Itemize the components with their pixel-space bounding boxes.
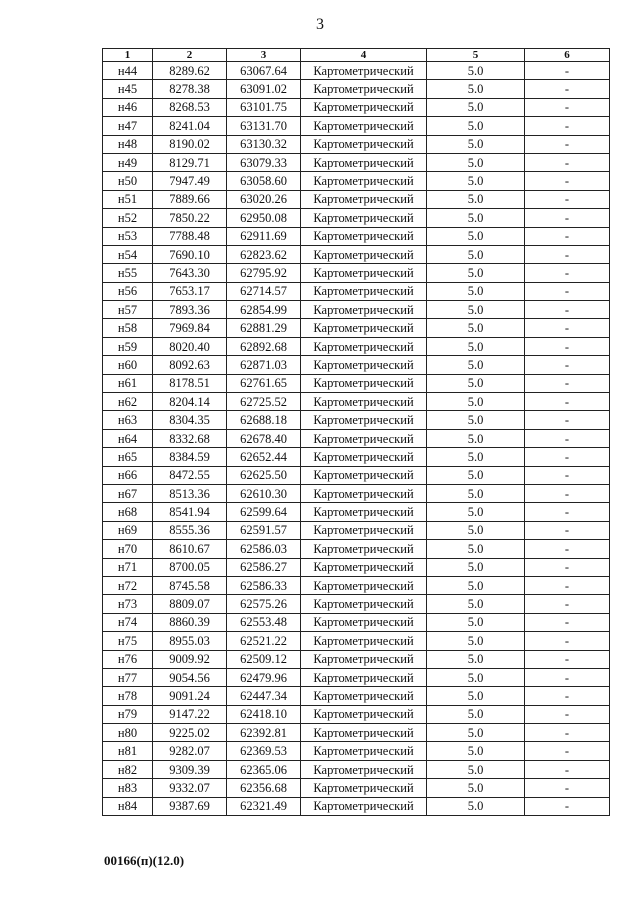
table-row xyxy=(103,319,610,337)
accuracy-cell: 5.0 xyxy=(427,724,525,742)
note-cell: - xyxy=(525,356,610,374)
table-row xyxy=(103,393,610,411)
note-cell: - xyxy=(525,264,610,282)
point-id-cell: н79 xyxy=(103,705,153,723)
method-cell: Картометрический xyxy=(301,80,427,98)
x-coordinate-cell: 7643.30 xyxy=(153,264,227,282)
x-coordinate-cell: 8278.38 xyxy=(153,80,227,98)
method-cell: Картометрический xyxy=(301,503,427,521)
table-row xyxy=(103,576,610,594)
y-coordinate-cell: 62586.27 xyxy=(227,558,301,576)
y-coordinate-cell: 62479.96 xyxy=(227,668,301,686)
accuracy-cell: 5.0 xyxy=(427,245,525,263)
note-cell: - xyxy=(525,558,610,576)
method-cell: Картометрический xyxy=(301,632,427,650)
method-cell: Картометрический xyxy=(301,742,427,760)
note-cell: - xyxy=(525,411,610,429)
method-cell: Картометрический xyxy=(301,264,427,282)
method-cell: Картометрический xyxy=(301,62,427,80)
point-id-cell: н76 xyxy=(103,650,153,668)
x-coordinate-cell: 7653.17 xyxy=(153,282,227,300)
accuracy-cell: 5.0 xyxy=(427,80,525,98)
x-coordinate-cell: 9309.39 xyxy=(153,760,227,778)
y-coordinate-cell: 62321.49 xyxy=(227,797,301,815)
note-cell: - xyxy=(525,540,610,558)
x-coordinate-cell: 7889.66 xyxy=(153,190,227,208)
y-coordinate-cell: 62950.08 xyxy=(227,209,301,227)
note-cell: - xyxy=(525,576,610,594)
point-id-cell: н55 xyxy=(103,264,153,282)
point-id-cell: н81 xyxy=(103,742,153,760)
note-cell: - xyxy=(525,319,610,337)
table-row xyxy=(103,705,610,723)
y-coordinate-cell: 62823.62 xyxy=(227,245,301,263)
y-coordinate-cell: 62610.30 xyxy=(227,484,301,502)
y-coordinate-cell: 62356.68 xyxy=(227,779,301,797)
x-coordinate-cell: 8129.71 xyxy=(153,153,227,171)
accuracy-cell: 5.0 xyxy=(427,705,525,723)
table-row xyxy=(103,540,610,558)
accuracy-cell: 5.0 xyxy=(427,117,525,135)
accuracy-cell: 5.0 xyxy=(427,356,525,374)
note-cell: - xyxy=(525,80,610,98)
x-coordinate-cell: 8472.55 xyxy=(153,466,227,484)
point-id-cell: н44 xyxy=(103,62,153,80)
y-coordinate-cell: 62521.22 xyxy=(227,632,301,650)
method-cell: Картометрический xyxy=(301,209,427,227)
table-row xyxy=(103,632,610,650)
y-coordinate-cell: 62365.06 xyxy=(227,760,301,778)
accuracy-cell: 5.0 xyxy=(427,503,525,521)
point-id-cell: н65 xyxy=(103,448,153,466)
table-row xyxy=(103,613,610,631)
note-cell: - xyxy=(525,429,610,447)
method-cell: Картометрический xyxy=(301,466,427,484)
x-coordinate-cell: 8700.05 xyxy=(153,558,227,576)
method-cell: Картометрический xyxy=(301,540,427,558)
accuracy-cell: 5.0 xyxy=(427,521,525,539)
accuracy-cell: 5.0 xyxy=(427,613,525,631)
y-coordinate-cell: 62795.92 xyxy=(227,264,301,282)
table-row xyxy=(103,190,610,208)
table-row xyxy=(103,411,610,429)
point-id-cell: н71 xyxy=(103,558,153,576)
y-coordinate-cell: 62761.65 xyxy=(227,374,301,392)
table-row xyxy=(103,117,610,135)
y-coordinate-cell: 62725.52 xyxy=(227,393,301,411)
method-cell: Картометрический xyxy=(301,153,427,171)
point-id-cell: н77 xyxy=(103,668,153,686)
x-coordinate-cell: 7788.48 xyxy=(153,227,227,245)
point-id-cell: н51 xyxy=(103,190,153,208)
y-coordinate-cell: 63058.60 xyxy=(227,172,301,190)
note-cell: - xyxy=(525,742,610,760)
note-cell: - xyxy=(525,117,610,135)
accuracy-cell: 5.0 xyxy=(427,576,525,594)
y-coordinate-cell: 62553.48 xyxy=(227,613,301,631)
point-id-cell: н73 xyxy=(103,595,153,613)
note-cell: - xyxy=(525,705,610,723)
y-coordinate-cell: 62871.03 xyxy=(227,356,301,374)
table-row xyxy=(103,760,610,778)
note-cell: - xyxy=(525,466,610,484)
point-id-cell: н61 xyxy=(103,374,153,392)
method-cell: Картометрический xyxy=(301,779,427,797)
note-cell: - xyxy=(525,724,610,742)
point-id-cell: н80 xyxy=(103,724,153,742)
x-coordinate-cell: 7893.36 xyxy=(153,301,227,319)
x-coordinate-cell: 8610.67 xyxy=(153,540,227,558)
column-header: 6 xyxy=(525,49,610,62)
table-row xyxy=(103,337,610,355)
table-row xyxy=(103,650,610,668)
accuracy-cell: 5.0 xyxy=(427,632,525,650)
accuracy-cell: 5.0 xyxy=(427,319,525,337)
note-cell: - xyxy=(525,448,610,466)
table-row xyxy=(103,356,610,374)
table-row xyxy=(103,797,610,815)
accuracy-cell: 5.0 xyxy=(427,540,525,558)
x-coordinate-cell: 9091.24 xyxy=(153,687,227,705)
y-coordinate-cell: 63101.75 xyxy=(227,98,301,116)
x-coordinate-cell: 7690.10 xyxy=(153,245,227,263)
y-coordinate-cell: 62586.33 xyxy=(227,576,301,594)
table-row xyxy=(103,62,610,80)
accuracy-cell: 5.0 xyxy=(427,209,525,227)
table-row xyxy=(103,742,610,760)
point-id-cell: н69 xyxy=(103,521,153,539)
x-coordinate-cell: 8204.14 xyxy=(153,393,227,411)
x-coordinate-cell: 9387.69 xyxy=(153,797,227,815)
accuracy-cell: 5.0 xyxy=(427,650,525,668)
point-id-cell: н78 xyxy=(103,687,153,705)
page-number: 3 xyxy=(316,16,324,33)
note-cell: - xyxy=(525,668,610,686)
x-coordinate-cell: 9332.07 xyxy=(153,779,227,797)
note-cell: - xyxy=(525,172,610,190)
x-coordinate-cell: 8178.51 xyxy=(153,374,227,392)
point-id-cell: н82 xyxy=(103,760,153,778)
method-cell: Картометрический xyxy=(301,374,427,392)
table-row xyxy=(103,595,610,613)
accuracy-cell: 5.0 xyxy=(427,393,525,411)
table-row xyxy=(103,466,610,484)
note-cell: - xyxy=(525,227,610,245)
note-cell: - xyxy=(525,245,610,263)
table-row xyxy=(103,448,610,466)
table-body xyxy=(103,62,610,816)
accuracy-cell: 5.0 xyxy=(427,227,525,245)
table-row xyxy=(103,282,610,300)
method-cell: Картометрический xyxy=(301,705,427,723)
accuracy-cell: 5.0 xyxy=(427,687,525,705)
accuracy-cell: 5.0 xyxy=(427,429,525,447)
point-id-cell: н45 xyxy=(103,80,153,98)
y-coordinate-cell: 62369.53 xyxy=(227,742,301,760)
point-id-cell: н75 xyxy=(103,632,153,650)
table-row xyxy=(103,264,610,282)
method-cell: Картометрический xyxy=(301,227,427,245)
note-cell: - xyxy=(525,209,610,227)
point-id-cell: н46 xyxy=(103,98,153,116)
point-id-cell: н68 xyxy=(103,503,153,521)
table-row xyxy=(103,558,610,576)
accuracy-cell: 5.0 xyxy=(427,779,525,797)
accuracy-cell: 5.0 xyxy=(427,98,525,116)
point-id-cell: н63 xyxy=(103,411,153,429)
y-coordinate-cell: 63020.26 xyxy=(227,190,301,208)
accuracy-cell: 5.0 xyxy=(427,135,525,153)
method-cell: Картометрический xyxy=(301,558,427,576)
method-cell: Картометрический xyxy=(301,98,427,116)
point-id-cell: н56 xyxy=(103,282,153,300)
x-coordinate-cell: 8513.36 xyxy=(153,484,227,502)
x-coordinate-cell: 8384.59 xyxy=(153,448,227,466)
note-cell: - xyxy=(525,632,610,650)
table-header-row xyxy=(103,49,610,62)
table-row xyxy=(103,374,610,392)
note-cell: - xyxy=(525,650,610,668)
y-coordinate-cell: 62688.18 xyxy=(227,411,301,429)
point-id-cell: н67 xyxy=(103,484,153,502)
y-coordinate-cell: 62911.69 xyxy=(227,227,301,245)
x-coordinate-cell: 8289.62 xyxy=(153,62,227,80)
x-coordinate-cell: 9009.92 xyxy=(153,650,227,668)
table-row xyxy=(103,429,610,447)
method-cell: Картометрический xyxy=(301,797,427,815)
x-coordinate-cell: 8304.35 xyxy=(153,411,227,429)
method-cell: Картометрический xyxy=(301,301,427,319)
note-cell: - xyxy=(525,687,610,705)
point-id-cell: н57 xyxy=(103,301,153,319)
accuracy-cell: 5.0 xyxy=(427,742,525,760)
x-coordinate-cell: 8268.53 xyxy=(153,98,227,116)
table-row xyxy=(103,779,610,797)
table-row xyxy=(103,135,610,153)
y-coordinate-cell: 62575.26 xyxy=(227,595,301,613)
accuracy-cell: 5.0 xyxy=(427,411,525,429)
document-code: 00166(п)(12.0) xyxy=(104,853,185,868)
accuracy-cell: 5.0 xyxy=(427,301,525,319)
y-coordinate-cell: 63067.64 xyxy=(227,62,301,80)
note-cell: - xyxy=(525,153,610,171)
y-coordinate-cell: 62652.44 xyxy=(227,448,301,466)
y-coordinate-cell: 63130.32 xyxy=(227,135,301,153)
x-coordinate-cell: 7947.49 xyxy=(153,172,227,190)
table-row xyxy=(103,724,610,742)
note-cell: - xyxy=(525,797,610,815)
column-header: 3 xyxy=(227,49,301,62)
method-cell: Картометрический xyxy=(301,393,427,411)
y-coordinate-cell: 62447.34 xyxy=(227,687,301,705)
note-cell: - xyxy=(525,282,610,300)
point-id-cell: н54 xyxy=(103,245,153,263)
method-cell: Картометрический xyxy=(301,245,427,263)
accuracy-cell: 5.0 xyxy=(427,668,525,686)
x-coordinate-cell: 8745.58 xyxy=(153,576,227,594)
table-row xyxy=(103,484,610,502)
note-cell: - xyxy=(525,135,610,153)
method-cell: Картометрический xyxy=(301,172,427,190)
y-coordinate-cell: 63091.02 xyxy=(227,80,301,98)
method-cell: Картометрический xyxy=(301,687,427,705)
x-coordinate-cell: 8541.94 xyxy=(153,503,227,521)
table-row xyxy=(103,80,610,98)
y-coordinate-cell: 62392.81 xyxy=(227,724,301,742)
x-coordinate-cell: 8332.68 xyxy=(153,429,227,447)
point-id-cell: н59 xyxy=(103,337,153,355)
note-cell: - xyxy=(525,779,610,797)
y-coordinate-cell: 62586.03 xyxy=(227,540,301,558)
note-cell: - xyxy=(525,98,610,116)
note-cell: - xyxy=(525,62,610,80)
point-id-cell: н48 xyxy=(103,135,153,153)
note-cell: - xyxy=(525,595,610,613)
x-coordinate-cell: 9147.22 xyxy=(153,705,227,723)
method-cell: Картометрический xyxy=(301,429,427,447)
accuracy-cell: 5.0 xyxy=(427,448,525,466)
method-cell: Картометрический xyxy=(301,484,427,502)
method-cell: Картометрический xyxy=(301,319,427,337)
x-coordinate-cell: 9054.56 xyxy=(153,668,227,686)
note-cell: - xyxy=(525,521,610,539)
method-cell: Картометрический xyxy=(301,448,427,466)
method-cell: Картометрический xyxy=(301,521,427,539)
point-id-cell: н52 xyxy=(103,209,153,227)
method-cell: Картометрический xyxy=(301,576,427,594)
x-coordinate-cell: 8241.04 xyxy=(153,117,227,135)
point-id-cell: н53 xyxy=(103,227,153,245)
y-coordinate-cell: 62892.68 xyxy=(227,337,301,355)
coordinates-table xyxy=(102,48,610,816)
method-cell: Картометрический xyxy=(301,356,427,374)
y-coordinate-cell: 62418.10 xyxy=(227,705,301,723)
point-id-cell: н58 xyxy=(103,319,153,337)
y-coordinate-cell: 62881.29 xyxy=(227,319,301,337)
note-cell: - xyxy=(525,301,610,319)
point-id-cell: н50 xyxy=(103,172,153,190)
y-coordinate-cell: 62599.64 xyxy=(227,503,301,521)
column-header: 4 xyxy=(301,49,427,62)
accuracy-cell: 5.0 xyxy=(427,797,525,815)
accuracy-cell: 5.0 xyxy=(427,153,525,171)
y-coordinate-cell: 63079.33 xyxy=(227,153,301,171)
x-coordinate-cell: 8555.36 xyxy=(153,521,227,539)
point-id-cell: н49 xyxy=(103,153,153,171)
x-coordinate-cell: 9282.07 xyxy=(153,742,227,760)
x-coordinate-cell: 7850.22 xyxy=(153,209,227,227)
method-cell: Картометрический xyxy=(301,135,427,153)
y-coordinate-cell: 62509.12 xyxy=(227,650,301,668)
note-cell: - xyxy=(525,760,610,778)
table-row xyxy=(103,209,610,227)
point-id-cell: н70 xyxy=(103,540,153,558)
accuracy-cell: 5.0 xyxy=(427,190,525,208)
method-cell: Картометрический xyxy=(301,650,427,668)
point-id-cell: н83 xyxy=(103,779,153,797)
x-coordinate-cell: 8092.63 xyxy=(153,356,227,374)
method-cell: Картометрический xyxy=(301,117,427,135)
table-row xyxy=(103,301,610,319)
x-coordinate-cell: 9225.02 xyxy=(153,724,227,742)
point-id-cell: н60 xyxy=(103,356,153,374)
note-cell: - xyxy=(525,503,610,521)
point-id-cell: н64 xyxy=(103,429,153,447)
y-coordinate-cell: 62591.57 xyxy=(227,521,301,539)
accuracy-cell: 5.0 xyxy=(427,760,525,778)
method-cell: Картометрический xyxy=(301,613,427,631)
x-coordinate-cell: 8955.03 xyxy=(153,632,227,650)
point-id-cell: н62 xyxy=(103,393,153,411)
table-row xyxy=(103,153,610,171)
table-row xyxy=(103,227,610,245)
method-cell: Картометрический xyxy=(301,337,427,355)
accuracy-cell: 5.0 xyxy=(427,62,525,80)
point-id-cell: н74 xyxy=(103,613,153,631)
note-cell: - xyxy=(525,613,610,631)
table-row xyxy=(103,503,610,521)
y-coordinate-cell: 62854.99 xyxy=(227,301,301,319)
y-coordinate-cell: 63131.70 xyxy=(227,117,301,135)
column-header: 2 xyxy=(153,49,227,62)
method-cell: Картометрический xyxy=(301,190,427,208)
column-header: 1 xyxy=(103,49,153,62)
table-row xyxy=(103,521,610,539)
method-cell: Картометрический xyxy=(301,760,427,778)
note-cell: - xyxy=(525,337,610,355)
accuracy-cell: 5.0 xyxy=(427,466,525,484)
accuracy-cell: 5.0 xyxy=(427,484,525,502)
column-header: 5 xyxy=(427,49,525,62)
note-cell: - xyxy=(525,393,610,411)
x-coordinate-cell: 8809.07 xyxy=(153,595,227,613)
table-row xyxy=(103,98,610,116)
table-row xyxy=(103,668,610,686)
y-coordinate-cell: 62678.40 xyxy=(227,429,301,447)
accuracy-cell: 5.0 xyxy=(427,595,525,613)
point-id-cell: н84 xyxy=(103,797,153,815)
y-coordinate-cell: 62625.50 xyxy=(227,466,301,484)
note-cell: - xyxy=(525,190,610,208)
table-row xyxy=(103,687,610,705)
point-id-cell: н72 xyxy=(103,576,153,594)
table-row xyxy=(103,172,610,190)
x-coordinate-cell: 8860.39 xyxy=(153,613,227,631)
x-coordinate-cell: 8190.02 xyxy=(153,135,227,153)
note-cell: - xyxy=(525,374,610,392)
method-cell: Картометрический xyxy=(301,282,427,300)
point-id-cell: н66 xyxy=(103,466,153,484)
accuracy-cell: 5.0 xyxy=(427,282,525,300)
accuracy-cell: 5.0 xyxy=(427,337,525,355)
method-cell: Картометрический xyxy=(301,724,427,742)
x-coordinate-cell: 8020.40 xyxy=(153,337,227,355)
accuracy-cell: 5.0 xyxy=(427,264,525,282)
method-cell: Картометрический xyxy=(301,668,427,686)
note-cell: - xyxy=(525,484,610,502)
point-id-cell: н47 xyxy=(103,117,153,135)
x-coordinate-cell: 7969.84 xyxy=(153,319,227,337)
table-row xyxy=(103,245,610,263)
accuracy-cell: 5.0 xyxy=(427,172,525,190)
accuracy-cell: 5.0 xyxy=(427,374,525,392)
method-cell: Картометрический xyxy=(301,595,427,613)
method-cell: Картометрический xyxy=(301,411,427,429)
accuracy-cell: 5.0 xyxy=(427,558,525,576)
y-coordinate-cell: 62714.57 xyxy=(227,282,301,300)
